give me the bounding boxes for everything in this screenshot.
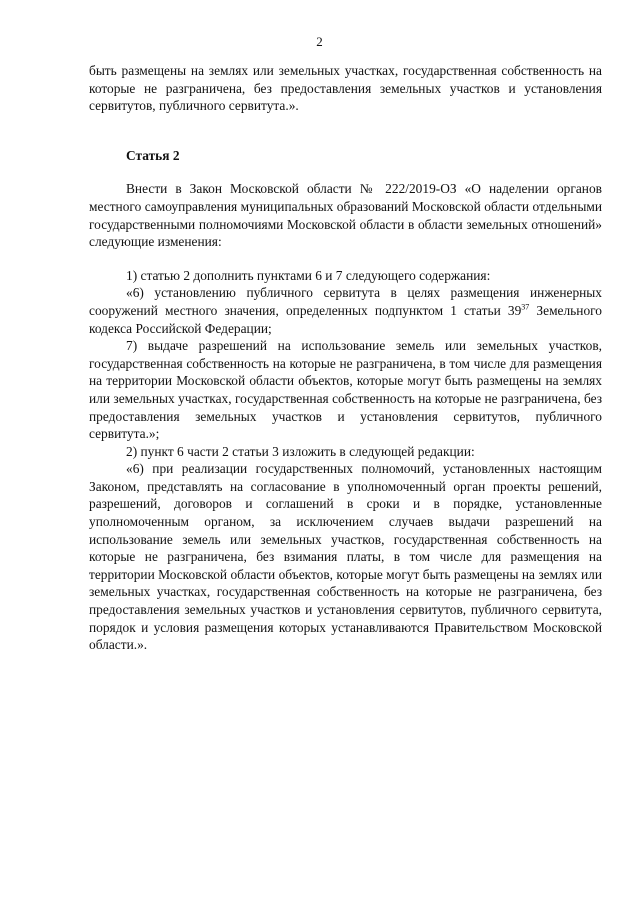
document-body [89,62,602,654]
paragraph-item-2: 2) пункт 6 части 2 статьи 3 изложить в следующей редакции: [126,443,475,459]
paragraph-item-6-text: «6) установлению публичного сервитута в целях размещения инженерных сооружений местного значения, определенных подпунктом 1 статьи 39 [89,285,602,318]
paragraph-continuation: быть размещены на землях или земельных участках, государственная собственность на которые не разграничена, без предоставления земельных участков и установления сервитутов, публичного сервитута.». [89,63,602,114]
paragraph-item-6-text-end: Земельного кодекса Российской Федерации; [89,302,602,336]
paragraph-new-item-6: «6) при реализации государственных полномочий, установленных настоящим Законом, представлять на согласование в уполномоченный орган проекты решений, разрешений, договоров и соглашений в сроки и в порядке, установленные уполномоченным органом, за исключением случаев выдачи разрешений на использование земель или земельных участков, государственная собственность на которые не разграничена, без взимания платы, в том числе для размещения на территории Московской области объектов, которые могут быть размещены на землях или земельных участках, государственная собственность на которые не разграничена, без предоставления земельных участков и установления сервитутов, публичного сервитута, порядок и условия размещения которых устанавливаются Правительством Московской области.». [89,461,602,653]
paragraph-item-6 [89,284,602,337]
paragraph-intro: Внести в Закон Московской области № 222/2019-ОЗ «О наделении органов местного самоуправления муниципальных образований Московской области отдельными государственными полномочиями Московской области в области земельных отношений» следующие изменения: [89,181,602,250]
page-number: 2 [316,34,323,49]
superscript-37: 37 [521,302,530,312]
article-heading: Статья 2 [126,147,180,163]
paragraph-item-7: 7) выдаче разрешений на использование земель или земельных участков, государственная собственность на которые не разграничена, в том числе для размещения на территории Московской области объектов, которые могут быть размещены на землях или земельных участках, государственная собственность на которые не разграничена, без предоставления земельных участков и установления сервитутов, публичного сервитута.»; [89,338,602,442]
paragraph-item-1: 1) статью 2 дополнить пунктами 6 и 7 следующего содержания: [126,267,491,283]
